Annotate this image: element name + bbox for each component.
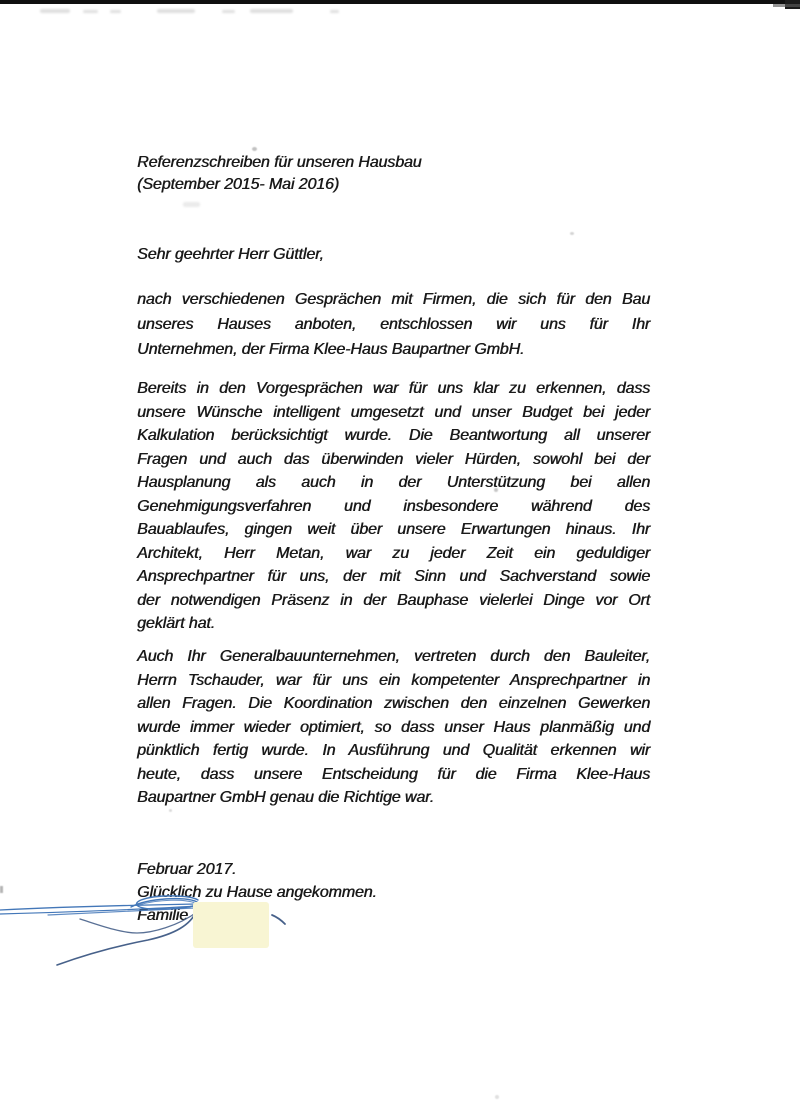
redaction-sticker [193, 902, 269, 948]
scan-smudge [110, 10, 121, 13]
text-line: nach verschiedenen Gesprächen mit Firmen, die sich für den Bau [137, 291, 650, 308]
scan-speck [495, 1095, 499, 1099]
text-line: Baupartner GmbH genau die Richtige war. [137, 789, 434, 806]
text-line: Ansprechpartner für uns, der mit Sinn und Sachverstand sowie [137, 568, 650, 585]
text-line: unseres Hauses anboten, entschlossen wir uns für Ihr [137, 316, 650, 333]
text-line: pünktlich fertig wurde. In Ausführung und Qualität erkennen wir [137, 742, 650, 759]
text-line: Herrn Tschauder, war für uns ein kompetenter Ansprechpartner in [137, 671, 650, 689]
text-line: allen Fragen. Die Koordination zwischen den einzelnen Gewerken [137, 695, 650, 712]
paragraph-3 [137, 645, 650, 810]
scan-smudge [183, 202, 200, 207]
scan-smudge [83, 10, 98, 13]
text-line: Auch Ihr Generalbauunternehmen, vertreten durch den Bauleiter, [137, 648, 650, 665]
letter-title [137, 152, 650, 196]
text-line: Bauablaufes, gingen weit über unsere Erwartungen hinaus. Ihr [137, 521, 650, 538]
signature-scribble [80, 912, 197, 933]
salutation [137, 243, 650, 267]
text-line: der notwendigen Präsenz in der Bauphase vielerlei Dinge vor Ort [137, 591, 650, 609]
scan-edge-artifact [0, 0, 800, 4]
text-line: Unternehmen, der Firma Klee-Haus Baupartner GmbH. [137, 341, 525, 358]
title-line-1: Referenzschreiben für unseren Hausbau [137, 154, 422, 171]
text-line: heute, dass unsere Entscheidung für die Firma Klee-Haus [137, 765, 650, 783]
paragraph-2 [137, 377, 650, 636]
scan-speck [570, 232, 574, 235]
signature-scribble [57, 912, 196, 965]
closing-family: Familie [137, 907, 188, 924]
text-line: Kalkulation berücksichtigt wurde. Die Beantwortung all unserer [137, 427, 650, 444]
signature-hook [272, 915, 285, 924]
text-line: Bereits in den Vorgesprächen war für uns klar zu erkennen, dass [137, 380, 650, 397]
text-line: Hausplanung als auch in der Unterstützung bei allen [137, 474, 650, 491]
text-line: wurde immer wieder optimiert, so dass unser Haus planmäßig und [137, 718, 650, 736]
text-line: Genehmigungsverfahren und insbesondere während des [137, 497, 650, 515]
paragraph-1 [137, 287, 650, 362]
scan-edge-smudge [773, 4, 800, 7]
salutation-line: Sehr geehrter Herr Güttler, [137, 246, 324, 263]
closing-date: Februar 2017. [137, 861, 237, 878]
title-line-2: (September 2015- Mai 2016) [137, 176, 339, 193]
text-line: unsere Wünsche intelligent umgesetzt und unser Budget bei jeder [137, 403, 650, 421]
scan-smudge [157, 9, 195, 13]
scan-smudge [330, 10, 339, 13]
scan-smudge [222, 10, 235, 13]
signature-area [0, 890, 320, 980]
text-line: Architekt, Herr Metan, war zu jeder Zeit ein geduldiger [137, 544, 650, 562]
scan-speck [252, 147, 257, 151]
text-line: geklärt hat. [137, 615, 215, 632]
text-line: Fragen und auch das überwinden vieler Hürden, sowohl bei der [137, 450, 650, 468]
closing-message: Glücklich zu Hause angekommen. [137, 884, 377, 901]
scan-smudge [40, 9, 70, 13]
scan-smudge [250, 9, 293, 13]
signature-scribble [131, 896, 198, 909]
